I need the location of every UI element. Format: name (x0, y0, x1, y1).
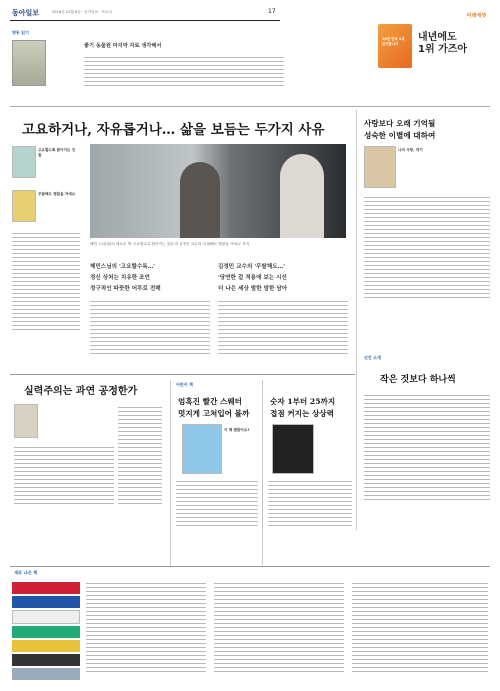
kids-book-cover (182, 424, 222, 474)
new-books-list-3 (352, 580, 488, 675)
new-books-list-1 (86, 580, 206, 675)
masthead-logo: 동아일보 (12, 8, 40, 17)
right-article-text-2 (364, 392, 490, 503)
bottom-article-text-3 (268, 478, 352, 529)
top-story-text (84, 54, 284, 89)
main-photo (90, 144, 346, 238)
bottom-headline-3a: 숫자 1부터 25까지 (270, 397, 336, 406)
right-article-text-1 (364, 194, 490, 301)
right-section-label: 신간 소개 (364, 355, 381, 360)
section-tag: 명동 읽기 (12, 30, 29, 35)
center-article-text-1 (90, 298, 210, 357)
pull-quote-2-line1: 김정민 교수의 '무탈해도…' (218, 264, 285, 270)
right-headline-2: 성숙한 이별에 대하여 (364, 131, 436, 140)
new-books-label: 새로 나온 책 (14, 570, 38, 575)
bottom-headline-2b: 멋지게 고쳐입어 볼까 (178, 409, 250, 418)
top-story (12, 30, 292, 102)
main-headline: 고요하거나, 자유롭거나… 삶을 보듬는 두가지 사유 (22, 122, 325, 138)
kids-section-label: 어린이 책 (176, 382, 193, 387)
masthead-date: 2016년 12월 8일 · 동아일보 · 목요일 (52, 10, 112, 14)
kids-book-title: 이 책 괜찮아요? (224, 428, 250, 432)
photo-caption: 혜민 스님(위)의 새로운 책 '고요할수록 밝아지는 것들'과 김정민 교수의 '무탈해도 괜찮을 거예요' 표지 (90, 242, 250, 246)
right-book-title: 나의 사랑, 개기 (398, 148, 423, 152)
book2-title: 무탈해도 괜찮을 거예요 (38, 192, 76, 196)
bottom-article-text-1 (14, 444, 114, 507)
left-article-text (12, 230, 80, 333)
pull-quote-1-line3: 정구적인 따뜻한 어투로 전해 (90, 286, 161, 292)
bottom-headline-1: 실력주의는 과연 공정한가 (24, 386, 138, 397)
right-headline-1: 사랑보다 오래 기억될 (364, 119, 436, 128)
right-headline-3: 작은 것보다 하나씩 (380, 375, 456, 385)
book-stack-image (12, 580, 80, 684)
book2-cover (12, 190, 36, 222)
pull-quote-1 (90, 262, 210, 292)
bottom-article-text-2 (176, 478, 258, 529)
ad-sub-text: 10년 연속 1위 감사합니다 (382, 37, 405, 46)
book1-title: 고요할수록 밝아지는 것들 (38, 148, 76, 157)
ad-banner (370, 6, 492, 116)
numbers-book-cover (272, 424, 314, 474)
bottom-book-cover (14, 404, 38, 438)
person-figure (280, 154, 324, 238)
pull-quote-2 (218, 262, 348, 292)
monk-figure (180, 162, 220, 238)
ad-book-image (378, 24, 412, 68)
center-article-text-2 (218, 298, 348, 357)
top-story-headline: 좋기 동물원 마지막 자료 생각해서 (84, 43, 162, 49)
pull-quote-2-line2: '당연한 걸 적용에 보는 시선 (218, 275, 287, 281)
book1-cover (12, 146, 36, 178)
bottom-headline-2a: 엄혹진 빨간 스웨터 (178, 397, 242, 406)
pull-quote-1-line2: 정신 상처는 치유한 조언 (90, 275, 150, 281)
pull-quote-1-line1: 혜민스님의 '고요할수록…' (90, 264, 156, 270)
pull-quote-2-line3: 더 나은 세상 발한 말한 담아 (218, 286, 288, 292)
book-thumbnail (12, 40, 46, 86)
bottom-headline-3b: 접점 커지는 상상력 (270, 409, 334, 418)
right-book-cover (364, 146, 396, 188)
ad-headline: 내년에도 1위 가즈아 (418, 32, 468, 55)
new-books-list-2 (214, 580, 344, 675)
bottom-article-text-1b (118, 404, 162, 507)
page-number: 17 (268, 8, 276, 15)
ad-brand-logo: 미래에셋 (466, 13, 486, 19)
